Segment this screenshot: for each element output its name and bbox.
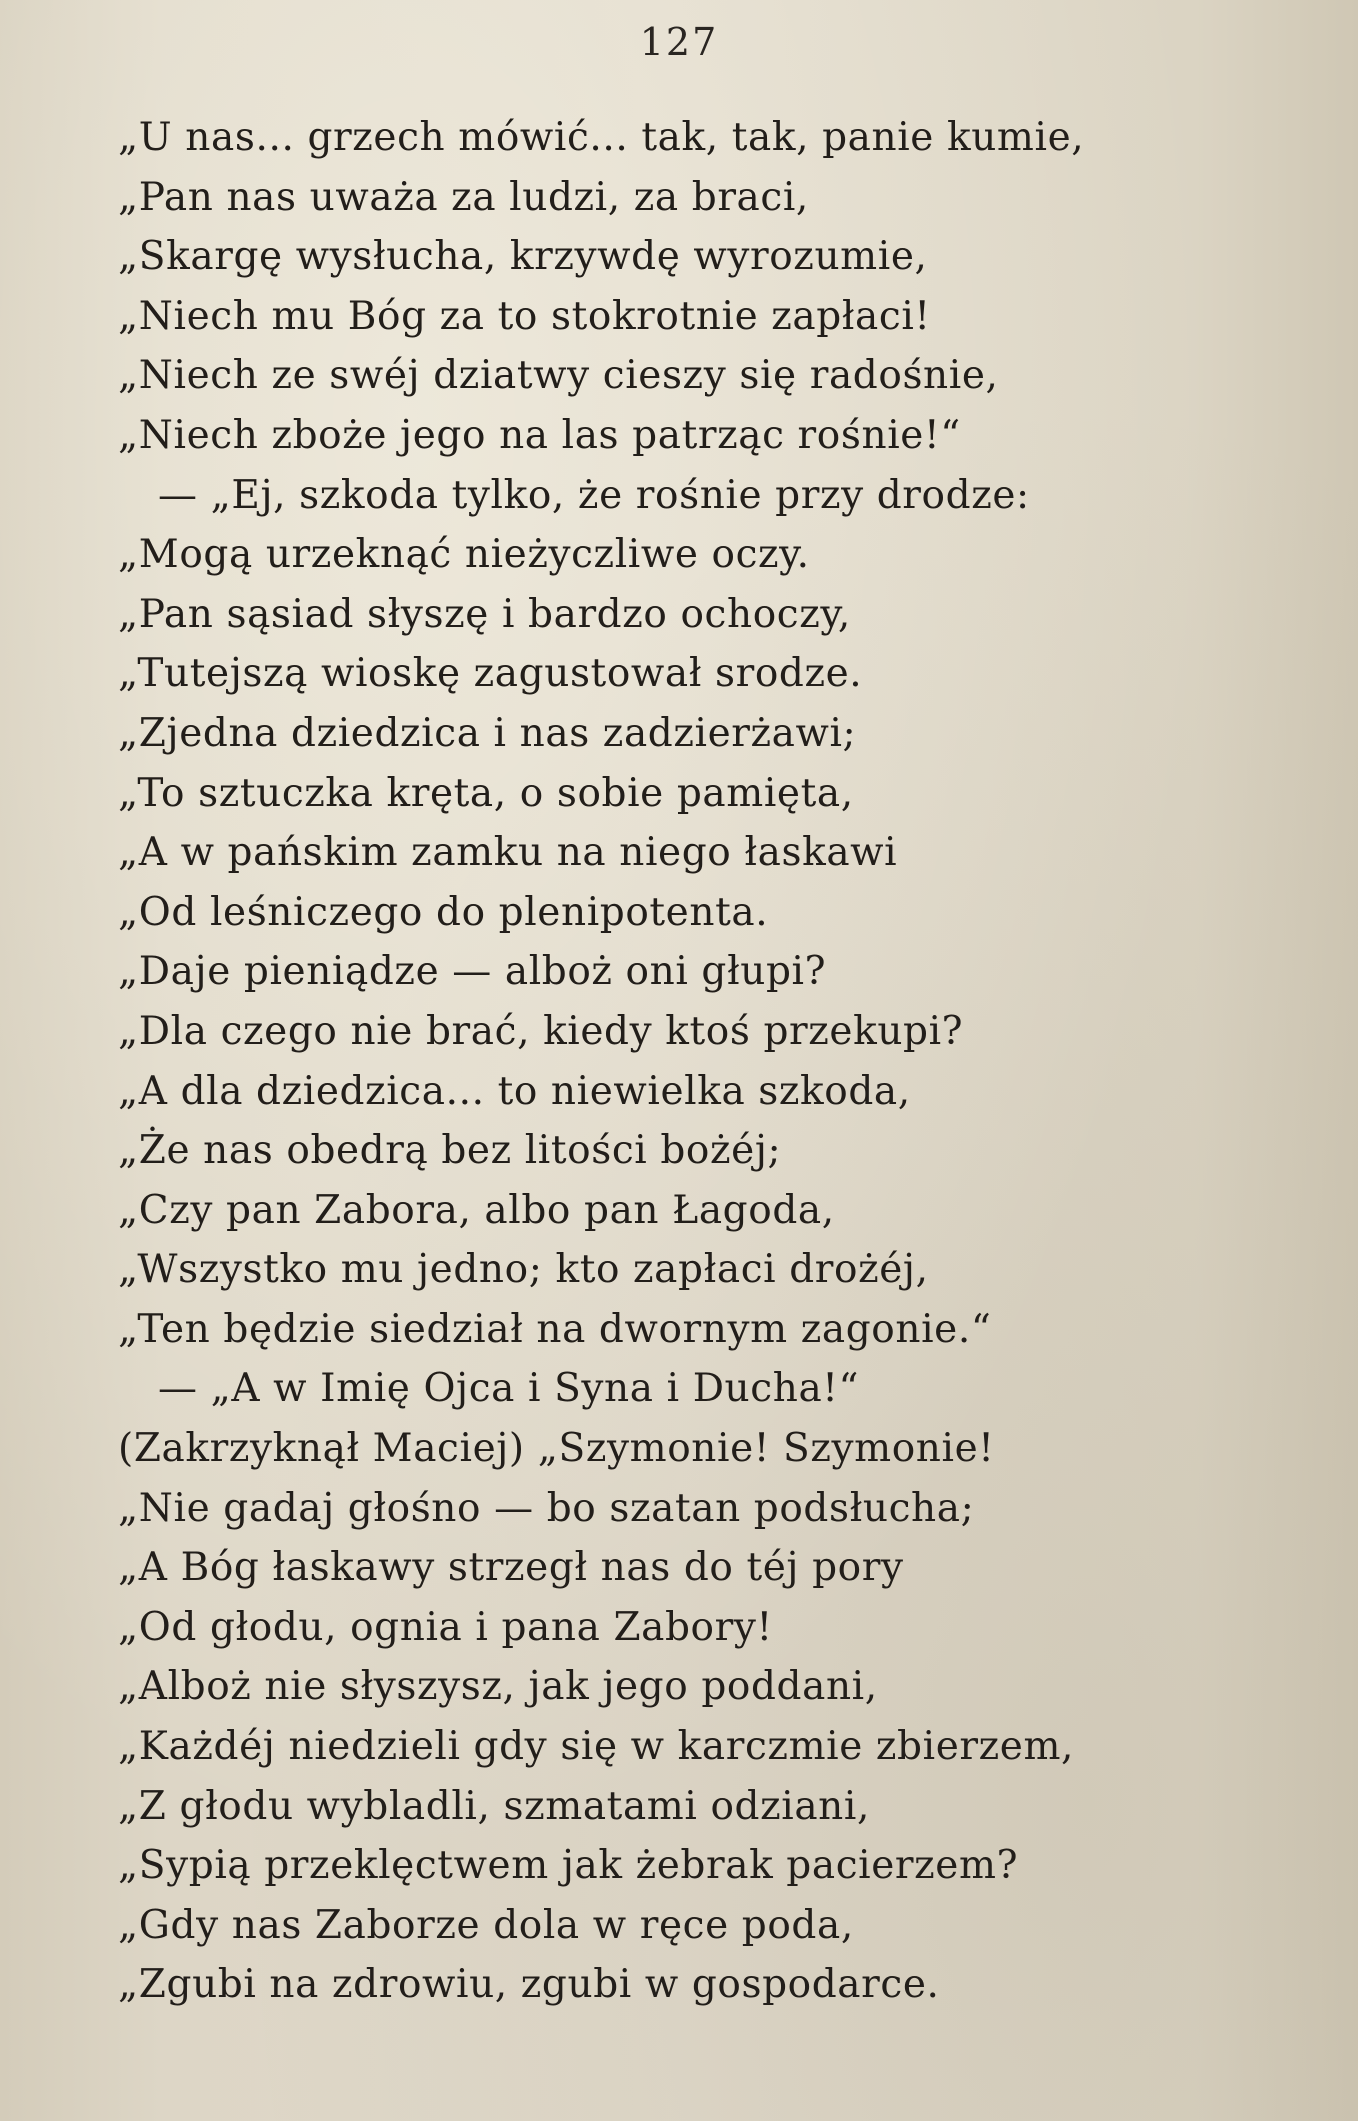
verse-line: (Zakrzyknął Maciej) „Szymonie! Szymonie! [118,1426,995,1472]
verse-line: „Gdy nas Zaborze dola w ręce poda, [118,1902,854,1948]
verse-line: „Od leśniczego do plenipotenta. [118,889,769,935]
verse-line: „Tutejszą wioskę zagustował srodze. [118,651,863,697]
verse-line: „To sztuczka kręta, o sobie pamięta, [118,770,854,816]
verse-line: „Skargę wysłucha, krzywdę wyrozumie, [118,234,928,280]
verse-line: „Ten będzie siedział na dwornym zagonie.“ [118,1306,992,1352]
verse-line: „Pan nas uważa za ludzi, za braci, [118,174,809,220]
verse-line: „Od głodu, ognia i pana Zabory! [118,1604,773,1650]
verse-line: „Z głodu wybladli, szmatami odziani, [118,1783,870,1829]
verse-line: „Wszystko mu jedno; kto zapłaci drożéj, [118,1247,929,1293]
verse-line: „Zjedna dziedzica i nas zadzierżawi; [118,710,857,756]
verse-line: „Alboż nie słyszysz, jak jego poddani, [118,1664,878,1710]
verse-line: „Mogą urzeknąć nieżyczliwe oczy. [118,532,810,578]
page-number: 127 [639,20,719,64]
poem-text [118,108,1298,2015]
verse-line: „Daje pieniądze — alboż oni głupi? [118,949,827,995]
verse-line: — „Ej, szkoda tylko, że rośnie przy drodze: [158,472,1030,518]
verse-line: „A dla dziedzica... to niewielka szkoda, [118,1068,911,1114]
verse-line: „A Bóg łaskawy strzegł nas do téj pory [118,1545,904,1591]
verse-line: „Zgubi na zdrowiu, zgubi w gospodarce. [118,1962,940,2008]
verse-line: „Dla czego nie brać, kiedy ktoś przekupi? [118,1008,964,1054]
verse-line: „A w pańskim zamku na niego łaskawi [118,830,898,876]
verse-line: „Pan sąsiad słyszę i bardzo ochoczy, [118,591,851,637]
verse-line: „Nie gadaj głośno — bo szatan podsłucha; [118,1485,975,1531]
verse-line: „Niech mu Bóg za to stokrotnie zapłaci! [118,293,931,339]
verse-line: „Każdéj niedzieli gdy się w karczmie zbierzem, [118,1724,1075,1770]
verse-line: „Sypią przeklęctwem jak żebrak pacierzem? [118,1843,1019,1889]
verse-line: „Że nas obedrą bez litości bożéj; [118,1128,782,1174]
verse-line: „U nas... grzech mówić... tak, tak, panie kumie, [118,115,1085,160]
verse-line: „Niech ze swéj dziatwy cieszy się radośnie, [118,353,999,399]
verse-line: „Czy pan Zabora, albo pan Łagoda, [118,1187,835,1233]
verse-line: „Niech zboże jego na las patrząc rośnie!“ [118,412,961,458]
verse-line: — „A w Imię Ojca i Syna i Ducha!“ [158,1366,860,1412]
